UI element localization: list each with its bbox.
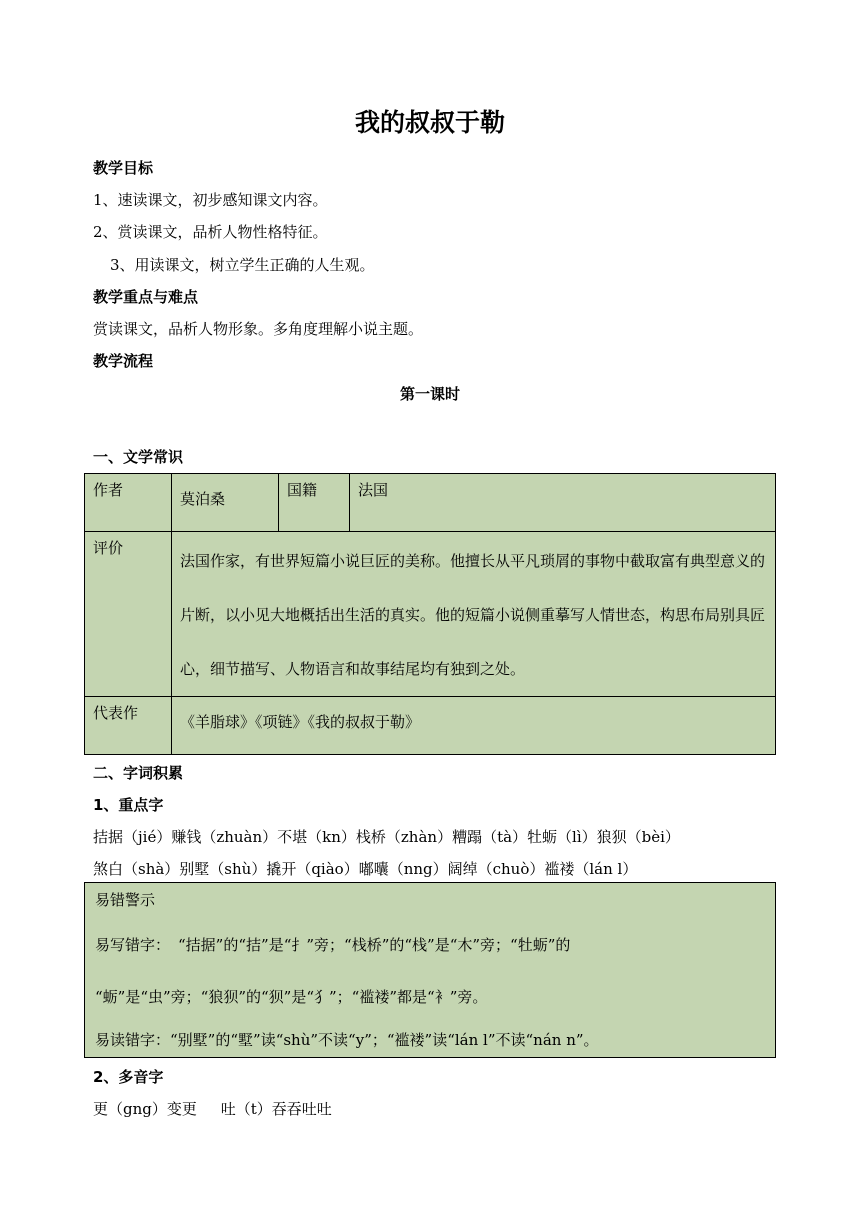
writing-errors-line xyxy=(95,934,570,955)
error-warning-box xyxy=(84,882,776,1058)
works-value: 《羊脂球》《项链》《我的叔叔于勒》 xyxy=(172,697,776,755)
key-chars-heading: 1、重点字 xyxy=(93,796,164,814)
process-heading: 教学流程 xyxy=(93,352,154,370)
author-value: 莫泊桑 xyxy=(172,474,279,532)
key-chars-line: 拮据（jié）赚钱（zhuàn）不堪（kn）栈桥（zhàn）糟蹋（tà）牡蛎（lì）狼狈（bèi） xyxy=(93,828,680,846)
goals-heading: 教学目标 xyxy=(93,159,154,177)
nationality-value: 法国 xyxy=(350,474,776,532)
reading-errors-line xyxy=(95,1029,599,1050)
writing-errors-line-2: “蛎”是“虫”旁；“狼狈”的“狈”是“犭”；“褴褛”都是“衤”旁。 xyxy=(95,988,488,1006)
section-literary-knowledge-heading: 一、文学常识 xyxy=(93,448,184,466)
warning-title: 易错警示 xyxy=(95,891,156,909)
focus-heading: 教学重点与难点 xyxy=(93,288,199,306)
reading-errors-text: “别墅”的“墅”读“shù”不读“y”；“褴褛”读“lán l”不读“nán n”。 xyxy=(170,1031,599,1049)
writing-errors-prefix: 易写错字： xyxy=(95,936,171,954)
section-vocabulary-heading: 二、字词积累 xyxy=(93,764,184,782)
evaluation-label: 评价 xyxy=(85,532,172,697)
author-label: 作者 xyxy=(85,474,172,532)
nationality-label: 国籍 xyxy=(279,474,350,532)
page-title: 我的叔叔于勒 xyxy=(354,108,505,137)
polyphone-heading: 2、多音字 xyxy=(93,1068,164,1086)
writing-errors-text: “拮据”的“拮”是“扌”旁；“栈桥”的“栈”是“木”旁；“牡蛎”的 xyxy=(178,936,571,954)
works-label: 代表作 xyxy=(85,697,172,755)
goal-item: 3、用读课文，树立学生正确的人生观。 xyxy=(110,256,375,274)
goal-item: 2、赏读课文，品析人物性格特征。 xyxy=(93,223,328,241)
evaluation-text: 法国作家，有世界短篇小说巨匠的美称。他擅长从平凡琐屑的事物中截取富有典型意义的片断，以小见大地概括出生活的真实。他的短篇小说侧重摹写人情世态，构思布局别具匠心，细节描写、人物语言和故事结尾均有独到之处。 xyxy=(172,532,776,697)
lesson-label: 第一课时 xyxy=(399,385,460,403)
polyphone-line: 更（gng）变更 吐（t）吞吞吐吐 xyxy=(93,1100,332,1118)
key-chars-line: 煞白（shà）别墅（shù）撬开（qiào）嘟囔（nng）阔绰（chuò）褴褛（lán l） xyxy=(93,860,638,878)
focus-text: 赏读课文，品析人物形象。多角度理解小说主题。 xyxy=(93,320,424,338)
author-info-table xyxy=(84,473,776,755)
goal-item: 1、速读课文，初步感知课文内容。 xyxy=(93,191,328,209)
reading-errors-prefix: 易读错字： xyxy=(95,1031,171,1049)
